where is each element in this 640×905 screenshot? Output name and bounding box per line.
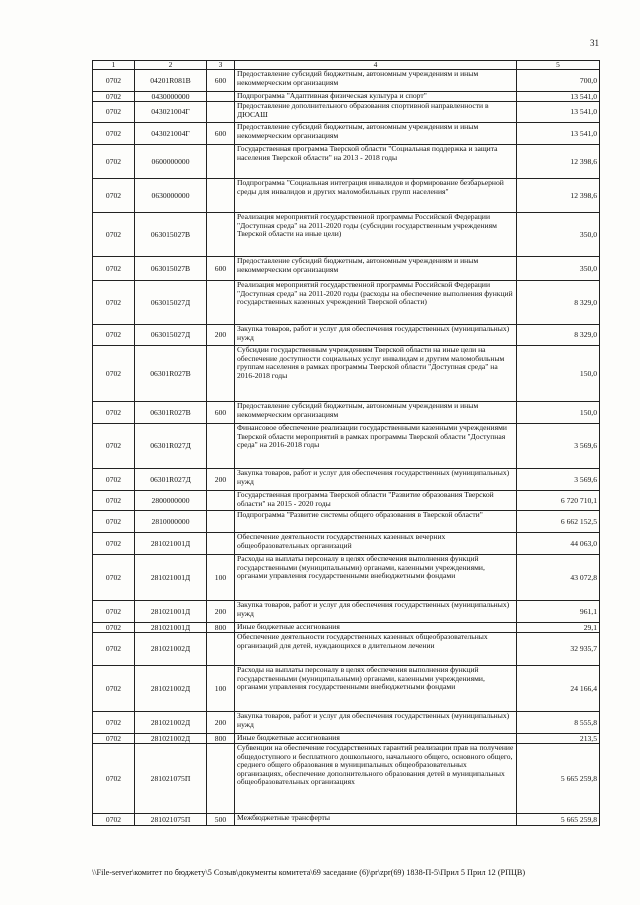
cell-c3 — [207, 213, 235, 257]
cell-c2: 281021002Д — [135, 712, 207, 734]
cell-c2: 281021002Д — [135, 734, 207, 744]
cell-c5: 5 665 259,8 — [517, 814, 600, 826]
cell-c4: Предоставление субсидий бюджетным, автономным учреждениям и иным некоммерческим организациям — [235, 123, 517, 145]
cell-c4: Обеспечение деятельности государственных казенных вечерних общеобразовательных организаций — [235, 533, 517, 555]
table-row — [93, 213, 600, 257]
cell-c3: 200 — [207, 469, 235, 491]
cell-c3: 600 — [207, 70, 235, 92]
cell-c2: 281021002Д — [135, 666, 207, 712]
cell-c3: 600 — [207, 257, 235, 281]
cell-c4: Закупка товаров, работ и услуг для обеспечения государственных (муниципальных) нужд — [235, 325, 517, 346]
cell-c1: 0702 — [93, 734, 135, 744]
cell-c3 — [207, 491, 235, 511]
cell-c3: 800 — [207, 734, 235, 744]
cell-c1: 0702 — [93, 325, 135, 346]
header-cell: 3 — [207, 61, 235, 70]
table-row — [93, 92, 600, 102]
cell-c2: 063015027Д — [135, 281, 207, 325]
cell-c3 — [207, 533, 235, 555]
cell-c1: 0702 — [93, 633, 135, 666]
header-cell: 5 — [517, 61, 600, 70]
cell-c1: 0702 — [93, 70, 135, 92]
table-row — [93, 402, 600, 424]
cell-c2: 281021001Д — [135, 533, 207, 555]
table-row — [93, 424, 600, 469]
cell-c5: 8 555,8 — [517, 712, 600, 734]
table-row — [93, 623, 600, 633]
cell-c3: 500 — [207, 814, 235, 826]
cell-c5: 12 398,6 — [517, 179, 600, 213]
table-row — [93, 257, 600, 281]
cell-c3: 600 — [207, 402, 235, 424]
cell-c5: 8 329,0 — [517, 325, 600, 346]
cell-c5: 24 166,4 — [517, 666, 600, 712]
cell-c5: 3 569,6 — [517, 469, 600, 491]
table-row — [93, 666, 600, 712]
cell-c5: 3 569,6 — [517, 424, 600, 469]
cell-c1: 0702 — [93, 424, 135, 469]
cell-c2: 2810000000 — [135, 511, 207, 533]
cell-c1: 0702 — [93, 123, 135, 145]
file-path-footer: \\File-server\комитет по бюджету\5 Созыв\документы комитета\69 заседание (6)\pr\zpr(69) 1838-П-5\Прил 5 Прил 12 (РПЦВ) — [92, 868, 526, 877]
cell-c5: 961,1 — [517, 601, 600, 623]
cell-c3 — [207, 102, 235, 123]
cell-c4: Обеспечение деятельности государственных казенных общеобразовательных организаций для детей, нуждающихся в длительном лечении — [235, 633, 517, 666]
cell-c1: 0702 — [93, 601, 135, 623]
cell-c4: Иные бюджетные ассигнования — [235, 734, 517, 744]
cell-c1: 0702 — [93, 213, 135, 257]
table-row — [93, 469, 600, 491]
cell-c5: 6 662 152,5 — [517, 511, 600, 533]
cell-c5: 32 935,7 — [517, 633, 600, 666]
table-row — [93, 511, 600, 533]
table-row — [93, 814, 600, 826]
cell-c3: 100 — [207, 555, 235, 601]
cell-c5: 43 072,8 — [517, 555, 600, 601]
cell-c2: 063015027В — [135, 257, 207, 281]
cell-c1: 0702 — [93, 712, 135, 734]
cell-c2: 281021001Д — [135, 601, 207, 623]
cell-c5: 8 329,0 — [517, 281, 600, 325]
cell-c3 — [207, 281, 235, 325]
cell-c5: 12 398,6 — [517, 145, 600, 179]
table-row — [93, 102, 600, 123]
cell-c4: Подпрограмма "Адаптивная физическая культура и спорт" — [235, 92, 517, 102]
cell-c1: 0702 — [93, 257, 135, 281]
cell-c2: 2800000000 — [135, 491, 207, 511]
cell-c2: 281021002Д — [135, 633, 207, 666]
cell-c5: 350,0 — [517, 213, 600, 257]
cell-c1: 0702 — [93, 179, 135, 213]
cell-c2: 0600000000 — [135, 145, 207, 179]
table-header-row — [93, 61, 600, 70]
cell-c5: 150,0 — [517, 346, 600, 402]
cell-c1: 0702 — [93, 623, 135, 633]
cell-c4: Государственная программа Тверской области "Социальная поддержка и защита населения Тверской области" на 2013 - 2018 годы — [235, 145, 517, 179]
cell-c5: 13 541,0 — [517, 123, 600, 145]
cell-c5: 29,1 — [517, 623, 600, 633]
table-row — [93, 555, 600, 601]
cell-c2: 063015027В — [135, 213, 207, 257]
cell-c4: Реализация мероприятий государственной программы Российской Федерации "Доступная среда" на 2011-2020 годы (субсидии государственным учреждениям Тверской области на иные цели) — [235, 213, 517, 257]
cell-c5: 44 063,0 — [517, 533, 600, 555]
cell-c5: 13 541,0 — [517, 102, 600, 123]
cell-c1: 0702 — [93, 145, 135, 179]
cell-c4: Подпрограмма "Социальная интеграция инвалидов и формирование безбарьерной среды для инвалидов и других маломобильных групп населения" — [235, 179, 517, 213]
table-row — [93, 281, 600, 325]
cell-c3 — [207, 92, 235, 102]
cell-c2: 06301R027Д — [135, 469, 207, 491]
cell-c1: 0702 — [93, 346, 135, 402]
cell-c5: 213,5 — [517, 734, 600, 744]
table-row — [93, 633, 600, 666]
cell-c3 — [207, 145, 235, 179]
cell-c2: 06301R027Д — [135, 424, 207, 469]
table-row — [93, 601, 600, 623]
cell-c2: 06301R027В — [135, 402, 207, 424]
table-row — [93, 734, 600, 744]
cell-c4: Закупка товаров, работ и услуг для обеспечения государственных (муниципальных) нужд — [235, 712, 517, 734]
cell-c5: 350,0 — [517, 257, 600, 281]
cell-c2: 281021001Д — [135, 623, 207, 633]
cell-c1: 0702 — [93, 92, 135, 102]
cell-c1: 0702 — [93, 102, 135, 123]
cell-c3: 200 — [207, 601, 235, 623]
cell-c4: Предоставление дополнительного образования спортивной направленности в ДЮСАШ — [235, 102, 517, 123]
cell-c1: 0702 — [93, 511, 135, 533]
cell-c4: Межбюджетные трансферты — [235, 814, 517, 826]
cell-c4: Предоставление субсидий бюджетным, автономным учреждениям и иным некоммерческим организациям — [235, 402, 517, 424]
cell-c3 — [207, 511, 235, 533]
cell-c2: 063015027Д — [135, 325, 207, 346]
cell-c3 — [207, 179, 235, 213]
cell-c4: Расходы на выплаты персоналу в целях обеспечения выполнения функций государственными (муниципальными) органами, казенными учреждениями, органами управления государственными внебюджетными фондами — [235, 555, 517, 601]
cell-c2: 043021004Г — [135, 102, 207, 123]
cell-c4: Закупка товаров, работ и услуг для обеспечения государственных (муниципальных) нужд — [235, 469, 517, 491]
table-row — [93, 712, 600, 734]
cell-c3 — [207, 633, 235, 666]
cell-c4: Закупка товаров, работ и услуг для обеспечения государственных (муниципальных) нужд — [235, 601, 517, 623]
table-row — [93, 325, 600, 346]
cell-c4: Предоставление субсидий бюджетным, автономным учреждениям и иным некоммерческим организациям — [235, 70, 517, 92]
cell-c1: 0702 — [93, 491, 135, 511]
table-row — [93, 70, 600, 92]
cell-c4: Расходы на выплаты персоналу в целях обеспечения выполнения функций государственными (муниципальными) органами, казенными учреждениями, органами управления государственными внебюджетными фондами — [235, 666, 517, 712]
table-row — [93, 179, 600, 213]
cell-c5: 13 541,0 — [517, 92, 600, 102]
cell-c4: Реализация мероприятий государственной программы Российской Федерации "Доступная среда" на 2011-2020 годы (расходы на обеспечение выполнения функций государственных казенных учреждений Тверской области) — [235, 281, 517, 325]
cell-c3 — [207, 744, 235, 814]
cell-c5: 150,0 — [517, 402, 600, 424]
cell-c1: 0702 — [93, 533, 135, 555]
header-cell: 1 — [93, 61, 135, 70]
cell-c3: 100 — [207, 666, 235, 712]
cell-c4: Государственная программа Тверской области "Развитие образования Тверской области" на 2015 - 2020 годы — [235, 491, 517, 511]
cell-c1: 0702 — [93, 814, 135, 826]
cell-c2: 281021001Д — [135, 555, 207, 601]
cell-c2: 281021075П — [135, 744, 207, 814]
cell-c3 — [207, 346, 235, 402]
cell-c1: 0702 — [93, 666, 135, 712]
table-row — [93, 145, 600, 179]
cell-c4: Субсидии государственным учреждениям Тверской области на иные цели на обеспечение доступности социальных услуг инвалидам и другим маломобильным группам населения в рамках программы Тверской области "Доступная среда" на 2016-2018 годы — [235, 346, 517, 402]
cell-c1: 0702 — [93, 281, 135, 325]
cell-c4: Субвенции на обеспечение государственных гарантий реализации прав на получение общедоступного и бесплатного дошкольного, начального общего, основного общего, среднего общего образования в муниципальных общеобразовательных организациях, обеспечение дополнительного образования детей в муниципальных общеобразовательных организациях — [235, 744, 517, 814]
cell-c2: 06301R027В — [135, 346, 207, 402]
header-cell: 4 — [235, 61, 517, 70]
cell-c3: 800 — [207, 623, 235, 633]
page-number: 31 — [590, 38, 599, 48]
cell-c1: 0702 — [93, 402, 135, 424]
cell-c3 — [207, 424, 235, 469]
table-row — [93, 346, 600, 402]
cell-c2: 0630000000 — [135, 179, 207, 213]
cell-c2: 04201R081В — [135, 70, 207, 92]
table-row — [93, 744, 600, 814]
cell-c3: 200 — [207, 325, 235, 346]
cell-c3: 600 — [207, 123, 235, 145]
cell-c3: 200 — [207, 712, 235, 734]
cell-c5: 6 720 710,1 — [517, 491, 600, 511]
cell-c4: Подпрограмма "Развитие системы общего образования в Тверской области" — [235, 511, 517, 533]
cell-c5: 5 665 259,8 — [517, 744, 600, 814]
budget-table — [92, 60, 600, 826]
cell-c1: 0702 — [93, 469, 135, 491]
cell-c1: 0702 — [93, 744, 135, 814]
header-cell: 2 — [135, 61, 207, 70]
cell-c4: Иные бюджетные ассигнования — [235, 623, 517, 633]
table-row — [93, 123, 600, 145]
cell-c4: Предоставление субсидий бюджетным, автономным учреждениям и иным некоммерческим организациям — [235, 257, 517, 281]
cell-c5: 700,0 — [517, 70, 600, 92]
cell-c2: 0430000000 — [135, 92, 207, 102]
table-row — [93, 533, 600, 555]
cell-c2: 281021075П — [135, 814, 207, 826]
table-row — [93, 491, 600, 511]
cell-c1: 0702 — [93, 555, 135, 601]
cell-c2: 043021004Г — [135, 123, 207, 145]
cell-c4: Финансовое обеспечение реализации государственными казенными учреждениями Тверской области мероприятий в рамках программы Тверской области "Доступная среда" на 2016-2018 годы — [235, 424, 517, 469]
